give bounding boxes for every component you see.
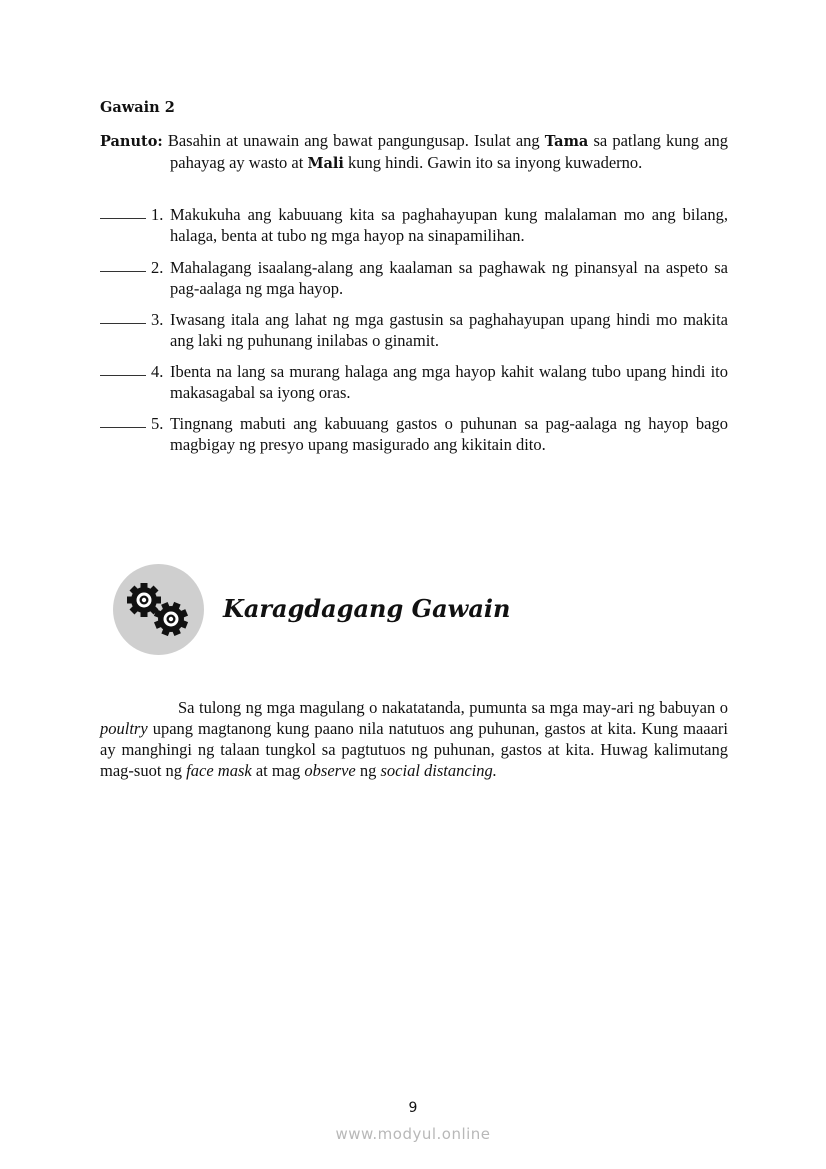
paragraph-text: ng xyxy=(355,761,381,780)
paragraph-italic: social distancing. xyxy=(380,761,497,780)
gears-badge xyxy=(113,564,204,655)
page-number: 9 xyxy=(408,1100,418,1116)
item-number: 3. xyxy=(151,310,164,329)
gears-icon xyxy=(113,564,204,655)
paragraph-italic: face mask xyxy=(186,761,252,780)
paragraph-italic: observe xyxy=(304,761,356,780)
list-item xyxy=(100,361,728,403)
instructions-text: Basahin at unawain ang bawat pangungusap. Isulat ang xyxy=(162,131,545,150)
answer-blank[interactable] xyxy=(100,218,146,219)
paragraph-text: upang magtanong kung paano nila natutuos ang puhunan, gastos at kita. Kung maaari ay manghingi ng talaan tungkol sa pagtutuos ng puhunan, gastos at kita. Huwag kalimutang mag-suot ng xyxy=(100,719,728,780)
instructions-text: sa patlang kung ang pahayag ay wasto at xyxy=(170,131,728,172)
item-text: Ibenta na lang sa murang halaga ang mga hayop kahit walang tubo upang hindi ito makasagabal sa iyong oras. xyxy=(170,362,728,402)
mali-keyword: Mali xyxy=(307,155,344,172)
list-item xyxy=(100,309,728,351)
paragraph-italic: poultry xyxy=(100,719,148,738)
section-title: Gawain 2 xyxy=(100,99,175,116)
instructions-label: Panuto: xyxy=(100,133,163,150)
additional-activity-heading: Karagdagang Gawain xyxy=(223,594,511,623)
answer-blank[interactable] xyxy=(100,375,146,376)
list-item xyxy=(100,257,728,299)
instructions xyxy=(100,130,728,174)
answer-blank[interactable] xyxy=(100,427,146,428)
item-number: 2. xyxy=(151,258,164,277)
additional-activity-paragraph xyxy=(100,697,728,781)
item-text: Makukuha ang kabuuang kita sa paghahayupan kung malalaman mo ang bilang, halaga, benta at tubo ng mga hayop na sinapamilihan. xyxy=(170,205,728,245)
list-item xyxy=(100,204,728,246)
item-number: 1. xyxy=(151,205,164,224)
answer-blank[interactable] xyxy=(100,323,146,324)
paragraph-text: Sa tulong ng mga magulang o nakatatanda, pumunta sa mga may-ari ng babuyan o xyxy=(178,698,728,717)
watermark: www.modyul.online xyxy=(335,1125,491,1143)
list-item xyxy=(100,413,728,455)
tama-keyword: Tama xyxy=(544,133,589,150)
item-text: Tingnang mabuti ang kabuuang gastos o puhunan sa pag-aalaga ng hayop bago magbigay ng presyo upang masigurado ang kikitain dito. xyxy=(170,414,728,454)
item-text: Mahalagang isaalang-alang ang kaalaman sa paghawak ng pinansyal na aspeto sa pag-aalaga ng mga hayop. xyxy=(170,258,728,298)
item-number: 5. xyxy=(151,414,164,433)
item-number: 4. xyxy=(151,362,164,381)
answer-blank[interactable] xyxy=(100,271,146,272)
item-text: Iwasang itala ang lahat ng mga gastusin sa paghahayupan upang hindi mo makita ang laki ng puhunang inilabas o ginamit. xyxy=(170,310,728,350)
instructions-text: kung hindi. Gawin ito sa inyong kuwaderno. xyxy=(343,153,643,172)
paragraph-text: at mag xyxy=(251,761,305,780)
